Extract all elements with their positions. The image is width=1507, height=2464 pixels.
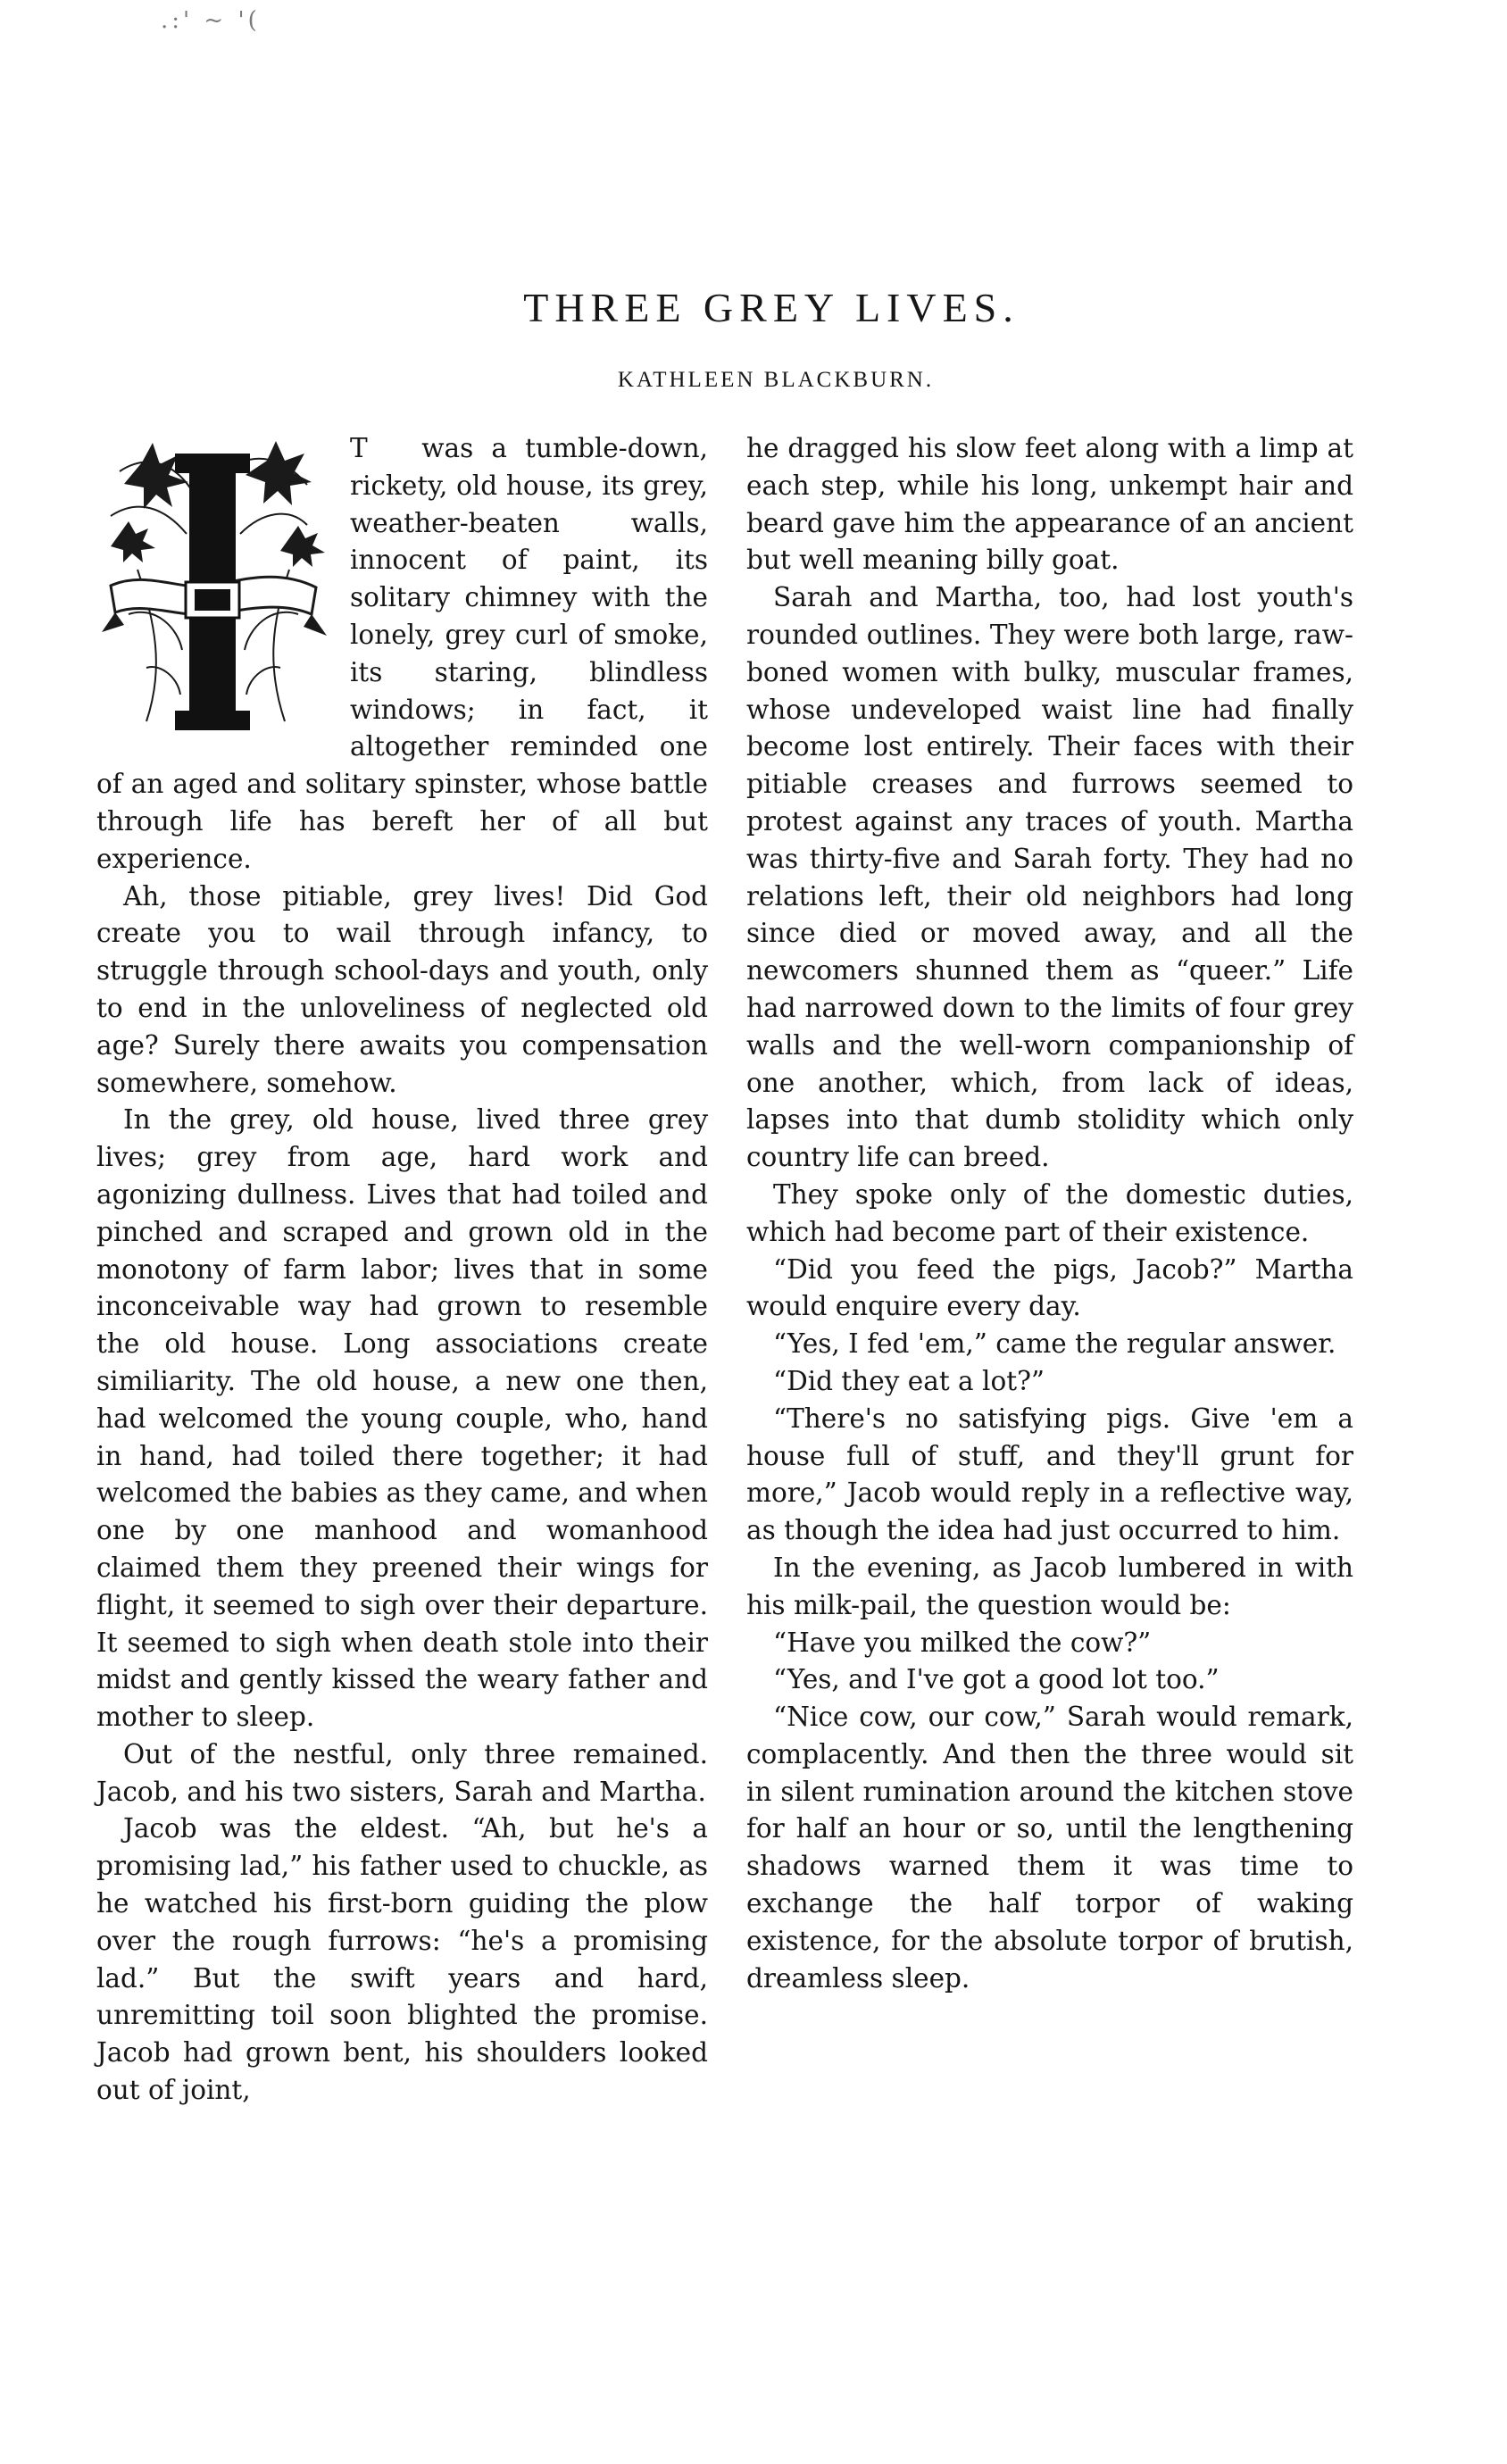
dialogue-paragraph: “Have you milked the cow?”	[773, 1627, 1152, 1658]
paragraph: Sarah and Martha, too, had lost youth's rounded outlines. They were both large, raw-boned women with bulky, muscular frames, whose undeveloped waist line had finally become lost entirely. Their faces with their pitiable creases and furrows seemed to protest against any traces of youth. Martha was thirty-five and Sarah forty. They had no relations left, their old neighbors had long since died or moved away, and all the newcomers shunned them as “queer.” Life had narrowed down to the limits of four grey walls and the well-worn companionship of one another, which, from lack of ideas, lapses into that dumb stolidity which only country life can breed.	[746, 582, 1353, 1173]
dialogue-paragraph: “Yes, and I've got a good lot too.”	[773, 1664, 1220, 1695]
dialogue-paragraph: “Nice cow, our cow,” Sarah would remark, complacently. And then the three would sit in silent rumination around the kitchen stove for half an hour or so, until the lengthening shadows warned them it was time to exchange the half torpor of waking existence, for the absolute torpor of brutish, dreamless sleep.	[746, 1702, 1353, 1994]
left-column	[96, 430, 708, 2110]
dialogue-paragraph: “Yes, I fed 'em,” came the regular answer.	[773, 1328, 1336, 1360]
right-column	[746, 430, 1353, 1997]
paragraph: Out of the nestful, only three remained. Jacob, and his two sisters, Sarah and Martha.	[96, 1738, 708, 1807]
first-word-rest: T	[350, 433, 368, 463]
paragraph: Jacob was the eldest. “Ah, but he's a promising lad,” his father used to chuckle, as he watched his first-born guiding the plow over the rough furrows: “he's a promising lad.” But the swift years and hard, unremitting toil soon blighted the promise. Jacob had grown bent, his shoulders looked out of joint,	[96, 1813, 708, 2106]
opening-paragraph-text: was a tumble-down, rickety, old house, its grey, weather-beaten walls, innocent of paint, its solitary chimney with the lonely, grey curl of smoke, its staring, blindless windows; in fact, it altogether reminded one of an aged and solitary spinster, whose battle through life has bereft her of all but experience.	[96, 433, 708, 874]
dialogue-paragraph: “Did you feed the pigs, Jacob?” Martha would enquire every day.	[746, 1253, 1353, 1322]
paragraph: In the evening, as Jacob lumbered in with his milk-pail, the question would be:	[746, 1552, 1353, 1620]
dialogue-paragraph: “Did they eat a lot?”	[773, 1365, 1045, 1396]
paragraph: In the grey, old house, lived three grey lives; grey from age, hard work and agonizing dullness. Lives that had toiled and pinched and scraped and grown old in the monotony of farm labor; lives that in some inconceivable way had grown to resemble the old house. Long associations create similiarity. The old house, a new one then, had welcomed the young couple, who, hand in hand, had toiled there together; it had welcomed the babies as they came, and when one by one manhood and womanhood claimed them they preened their wings for flight, it seemed to sigh over their departure. It seemed to sigh when death stole into their midst and gently kissed the weary father and mother to sleep.	[96, 1104, 708, 1733]
decorative-drop-cap-i-lilies	[93, 436, 334, 736]
article-title: THREE GREY LIVES.	[523, 285, 1020, 330]
paragraph: They spoke only of the domestic duties, which had become part of their existence.	[746, 1178, 1353, 1247]
continued-paragraph: he dragged his slow feet along with a limp at each step, while his long, unkempt hair and beard gave him the appearance of an ancient but well meaning billy goat.	[746, 433, 1353, 576]
article-author: KATHLEEN BLACKBURN.	[617, 368, 935, 392]
paragraph: Ah, those pitiable, grey lives! Did God create you to wail through infancy, to struggle through school-days and youth, only to end in the unloveliness of neglected old age? Surely there awaits you compensation somewhere, somehow.	[96, 880, 708, 1098]
scan-smudge-marks: .:' ~ '(	[161, 7, 261, 34]
dialogue-paragraph: “There's no satisfying pigs. Give 'em a house full of stuff, and they'll grunt for more,” Jacob would reply in a reflective way, as though the idea had just occurred to him.	[746, 1403, 1353, 1546]
